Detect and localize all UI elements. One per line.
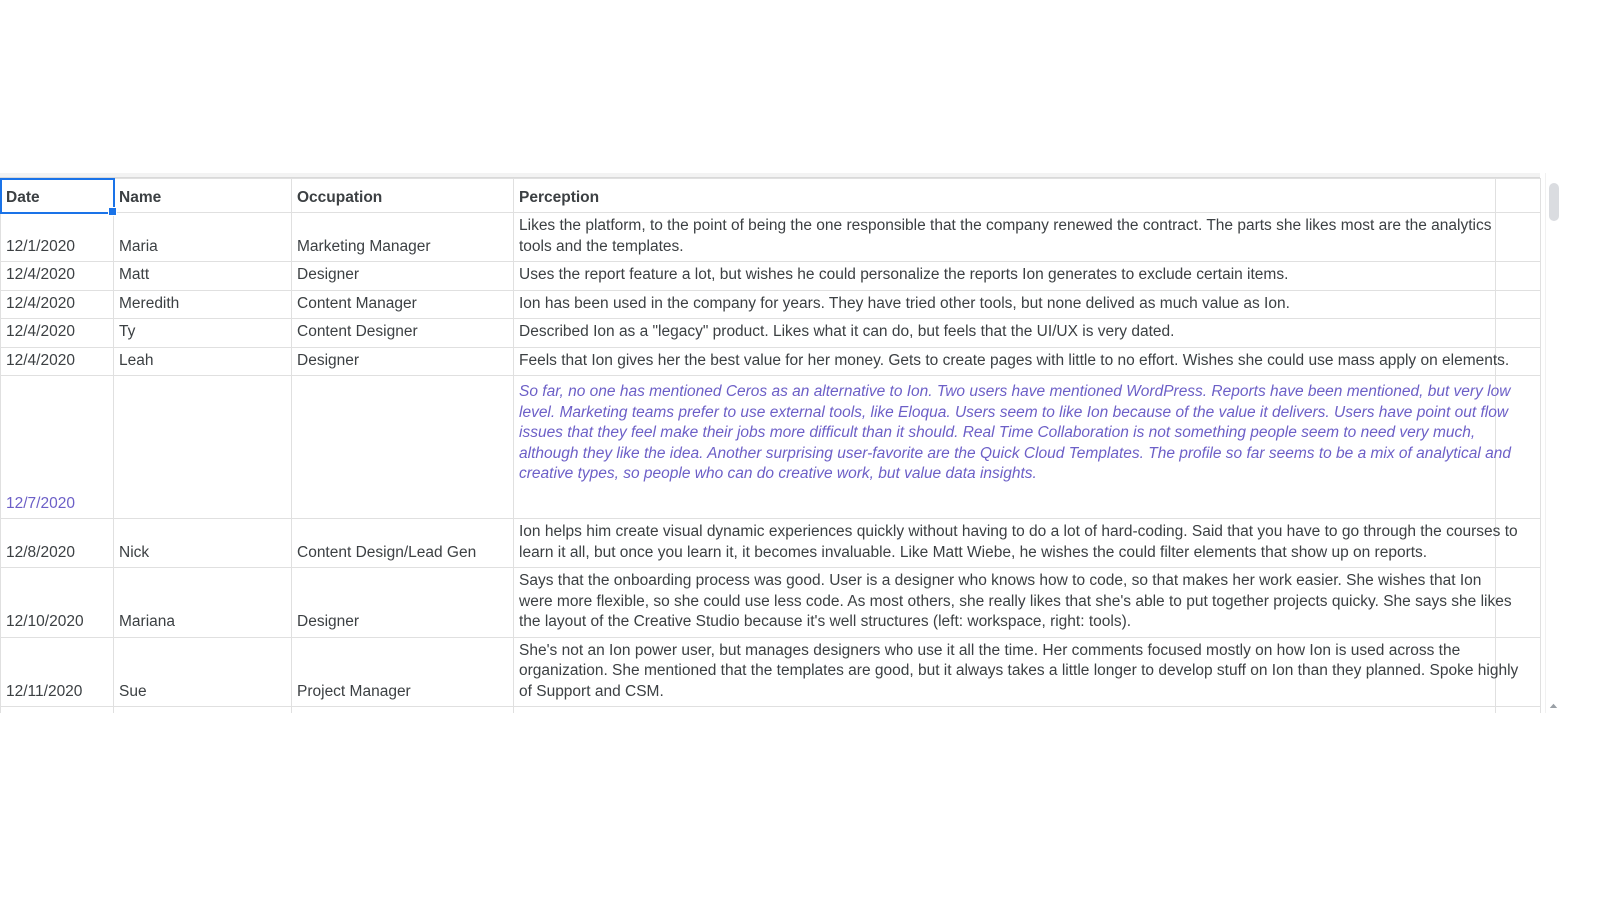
cell-value-name: Ty bbox=[119, 323, 136, 340]
table-row[interactable] bbox=[1, 568, 1541, 638]
cell-occupation[interactable] bbox=[292, 347, 514, 376]
cell-value-date: 12/7/2020 bbox=[6, 494, 75, 512]
cell-header-extra[interactable] bbox=[1496, 179, 1541, 213]
cell-value-date: 12/1/2020 bbox=[6, 237, 75, 255]
cell-date[interactable] bbox=[1, 707, 114, 714]
cell-occupation[interactable] bbox=[292, 376, 514, 519]
chevron-up-icon[interactable] bbox=[1546, 699, 1561, 713]
cell-name[interactable] bbox=[114, 568, 292, 638]
cell-value-date: 12/4/2020 bbox=[6, 323, 75, 340]
cell-name[interactable] bbox=[114, 290, 292, 319]
cell-extra[interactable] bbox=[1496, 213, 1541, 262]
cell-date[interactable] bbox=[1, 262, 114, 291]
cell-value-perception: Feels that Ion gives her the best value for her money. Gets to create pages with little to no effort. Wishes she could use mass apply on elements. bbox=[519, 351, 1510, 369]
cell-perception[interactable] bbox=[514, 568, 1512, 638]
header-label-date: Date bbox=[6, 188, 40, 206]
cell-value-name: Nick bbox=[119, 543, 150, 561]
cell-value-name: Leah bbox=[119, 351, 154, 369]
cell-value-occupation: Content Design/Lead Gen bbox=[297, 543, 477, 561]
table-row[interactable] bbox=[1, 262, 1541, 291]
cell-value-occupation: Content Designer bbox=[297, 323, 418, 340]
cell-value-name: Meredith bbox=[119, 294, 180, 312]
cell-value-perception: She's not an Ion power user, but manages designers who use it all the time. Her comments focused mostly on how Ion is used across the organization. She mentioned that the templates are good, but it always takes a little longer to develop stuff on Ion than they planned. Spoke highly of Support and CSM. bbox=[519, 641, 1519, 700]
cell-perception[interactable] bbox=[514, 347, 1510, 376]
cell-extra[interactable] bbox=[1496, 319, 1541, 348]
cell-date[interactable] bbox=[1, 347, 114, 376]
cell-value-name: Sue bbox=[119, 682, 147, 700]
cell-value-occupation: Project Manager bbox=[297, 682, 411, 700]
cell-perception[interactable] bbox=[514, 707, 1496, 714]
cell-name[interactable] bbox=[114, 707, 292, 714]
cell-extra[interactable] bbox=[1496, 707, 1541, 714]
cell-value-name: Maria bbox=[119, 237, 158, 255]
cell-value-date: 12/11/2020 bbox=[6, 682, 83, 700]
table-row[interactable] bbox=[1, 213, 1541, 262]
cell-date[interactable] bbox=[1, 319, 114, 348]
cell-occupation[interactable] bbox=[292, 262, 514, 291]
cell-name[interactable] bbox=[114, 347, 292, 376]
cell-date[interactable] bbox=[1, 213, 114, 262]
cell-perception[interactable] bbox=[514, 213, 1496, 262]
cell-name[interactable] bbox=[114, 637, 292, 707]
cell-date[interactable] bbox=[1, 290, 114, 319]
table-row[interactable] bbox=[1, 637, 1541, 707]
cell-value-name: Matt bbox=[119, 266, 150, 283]
cell-value-occupation: Designer bbox=[297, 266, 360, 283]
cell-perception[interactable] bbox=[514, 290, 1496, 319]
cell-value-perception: Ion helps him create visual dynamic experiences quickly without having to do a lot of hard-coding. Said that you have to go through the courses to learn it all, but once you learn it, it becomes invaluable. Like Matt Wiebe, he wishes the could filter elements that show up on reports. bbox=[519, 523, 1518, 561]
spreadsheet-grid[interactable] bbox=[0, 178, 1541, 713]
cell-value-perception: Ion has been used in the company for years. They have tried other tools, but none delived as much value as Ion. bbox=[519, 294, 1290, 312]
cell-date[interactable] bbox=[1, 376, 114, 519]
cell-header-name[interactable] bbox=[114, 179, 292, 213]
cell-occupation[interactable] bbox=[292, 707, 514, 714]
cell-occupation[interactable] bbox=[292, 213, 514, 262]
table-row[interactable] bbox=[1, 519, 1541, 568]
cell-occupation[interactable] bbox=[292, 568, 514, 638]
cell-name[interactable] bbox=[114, 376, 292, 519]
vertical-scrollbar[interactable] bbox=[1545, 173, 1560, 713]
cell-value-occupation: Content Manager bbox=[297, 294, 417, 312]
cell-value-occupation: Designer bbox=[297, 613, 360, 630]
cell-perception[interactable] bbox=[514, 637, 1519, 707]
spreadsheet-viewport[interactable] bbox=[0, 173, 1560, 713]
cell-value-perception: Likes the platform, to the point of being the one responsible that the company renewed the contract. The parts she likes most are the analytics tools and the templates. bbox=[519, 217, 1492, 255]
cell-value-perception: Described Ion as a "legacy" product. Likes what it can do, but feels that the UI/UX is very dated. bbox=[519, 323, 1175, 340]
cell-value-perception: Says that the onboarding process was good. User is a designer who knows how to code, so that makes her work easier. She wishes that Ion were more flexible, so she could use less code. As most others, she really likes that she's able to put together projects quicky. She says she likes the layout of the Creative Studio because it's well structures (left: workspace, right: tools). bbox=[519, 572, 1512, 630]
cell-occupation[interactable] bbox=[292, 637, 514, 707]
cell-value-perception: So far, no one has mentioned Ceros as an alternative to Ion. Two users have mentioned WordPress. Reports have been mentioned, but very low level. Marketing teams prefer to use external tools, like Eloqua. Users seem to like Ion because of the value it delivers. Users have point out flow issues that they feel make their jobs more difficult than it should. Real Time Collaboration is not something people seem to need very much, although they like the idea. Another surprising user-favorite are the Quick Cloud Templates. The profile so far seems to be a mix of analytical and creative types, so people who can do creative work, but value data insights. bbox=[519, 383, 1511, 482]
cell-perception[interactable] bbox=[514, 519, 1518, 568]
cell-name[interactable] bbox=[114, 262, 292, 291]
cell-occupation[interactable] bbox=[292, 290, 514, 319]
cell-name[interactable] bbox=[114, 519, 292, 568]
cell-date[interactable] bbox=[1, 519, 114, 568]
cell-value-date: 12/10/2020 bbox=[6, 613, 84, 630]
cell-perception[interactable] bbox=[514, 262, 1496, 291]
cell-occupation[interactable] bbox=[292, 319, 514, 348]
cell-value-date: 12/8/2020 bbox=[6, 543, 75, 561]
table-row[interactable] bbox=[1, 290, 1541, 319]
cell-name[interactable] bbox=[114, 213, 292, 262]
cell-value-date: 12/4/2020 bbox=[6, 294, 75, 312]
cell-extra[interactable] bbox=[1496, 290, 1541, 319]
cell-header-date[interactable] bbox=[1, 179, 114, 213]
header-label-perception: Perception bbox=[519, 188, 600, 206]
cell-date[interactable] bbox=[1, 637, 114, 707]
header-label-name: Name bbox=[119, 188, 162, 206]
cell-extra[interactable] bbox=[1496, 262, 1541, 291]
cell-value-date: 12/4/2020 bbox=[6, 351, 75, 369]
cell-header-perception[interactable] bbox=[514, 179, 1496, 213]
cell-value-perception: Uses the report feature a lot, but wishes he could personalize the reports Ion generates to exclude certain items. bbox=[519, 266, 1289, 283]
header-row bbox=[1, 179, 1541, 213]
fill-handle[interactable] bbox=[108, 207, 117, 216]
cell-value-date: 12/4/2020 bbox=[6, 266, 75, 283]
cell-date[interactable] bbox=[1, 568, 114, 638]
table-row-summary[interactable] bbox=[1, 376, 1541, 519]
cell-header-occupation[interactable] bbox=[292, 179, 514, 213]
vertical-scrollbar-thumb[interactable] bbox=[1549, 183, 1559, 221]
cell-name[interactable] bbox=[114, 319, 292, 348]
header-label-occupation: Occupation bbox=[297, 188, 383, 206]
cell-perception[interactable] bbox=[514, 319, 1496, 348]
table-row[interactable] bbox=[1, 319, 1541, 348]
cell-value-occupation: Designer bbox=[297, 351, 360, 369]
cell-occupation[interactable] bbox=[292, 519, 514, 568]
cell-value-name: Mariana bbox=[119, 613, 175, 630]
table-row[interactable] bbox=[1, 707, 1541, 714]
cell-perception[interactable] bbox=[514, 376, 1511, 519]
cell-value-occupation: Marketing Manager bbox=[297, 237, 431, 255]
table-row[interactable] bbox=[1, 347, 1541, 376]
